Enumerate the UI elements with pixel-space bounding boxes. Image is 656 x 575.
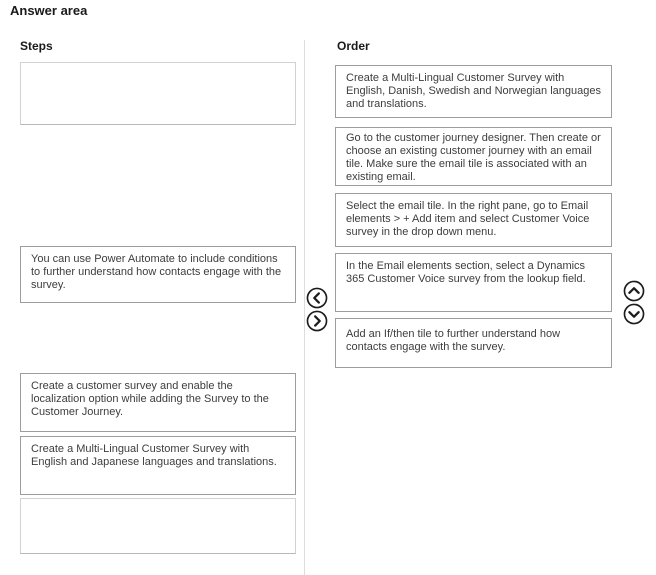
chevron-down-circle-icon [623, 303, 645, 325]
chevron-left-circle-icon [306, 287, 328, 309]
move-left-button[interactable] [306, 287, 328, 309]
order-item-3-select-email-tile[interactable]: Select the email tile. In the right pane, go to Email elements > + Add item and select Customer Voice survey in the drop down menu. [335, 193, 612, 247]
move-right-button[interactable] [306, 310, 328, 332]
steps-empty-slot-1[interactable] [20, 62, 296, 125]
order-item-5-if-then-tile[interactable]: Add an If/then tile to further understand how contacts engage with the survey. [335, 318, 612, 368]
steps-column-label: Steps [20, 39, 53, 53]
chevron-right-circle-icon [306, 310, 328, 332]
move-down-button[interactable] [623, 303, 645, 325]
order-item-2-journey-designer[interactable]: Go to the customer journey designer. Then create or choose an existing customer journey with an email tile. Make sure the email tile is associated with an existing email. [335, 127, 612, 186]
page-title: Answer area [10, 3, 88, 18]
move-up-button[interactable] [623, 280, 645, 302]
steps-empty-slot-2[interactable] [20, 498, 296, 554]
order-item-1-multilingual-survey[interactable]: Create a Multi-Lingual Customer Survey with English, Danish, Swedish and Norwegian languages and translations. [335, 65, 612, 118]
steps-item-localization-option[interactable]: Create a customer survey and enable the localization option while adding the Survey to the Customer Journey. [20, 373, 296, 432]
order-column-label: Order [337, 39, 370, 53]
chevron-up-circle-icon [623, 280, 645, 302]
steps-item-japanese-survey[interactable]: Create a Multi-Lingual Customer Survey with English and Japanese languages and translations. [20, 436, 296, 495]
steps-item-power-automate[interactable]: You can use Power Automate to include conditions to further understand how contacts engage with the survey. [20, 246, 296, 303]
order-item-4-email-elements-lookup[interactable]: In the Email elements section, select a Dynamics 365 Customer Voice survey from the lookup field. [335, 253, 612, 312]
column-divider [304, 40, 305, 575]
